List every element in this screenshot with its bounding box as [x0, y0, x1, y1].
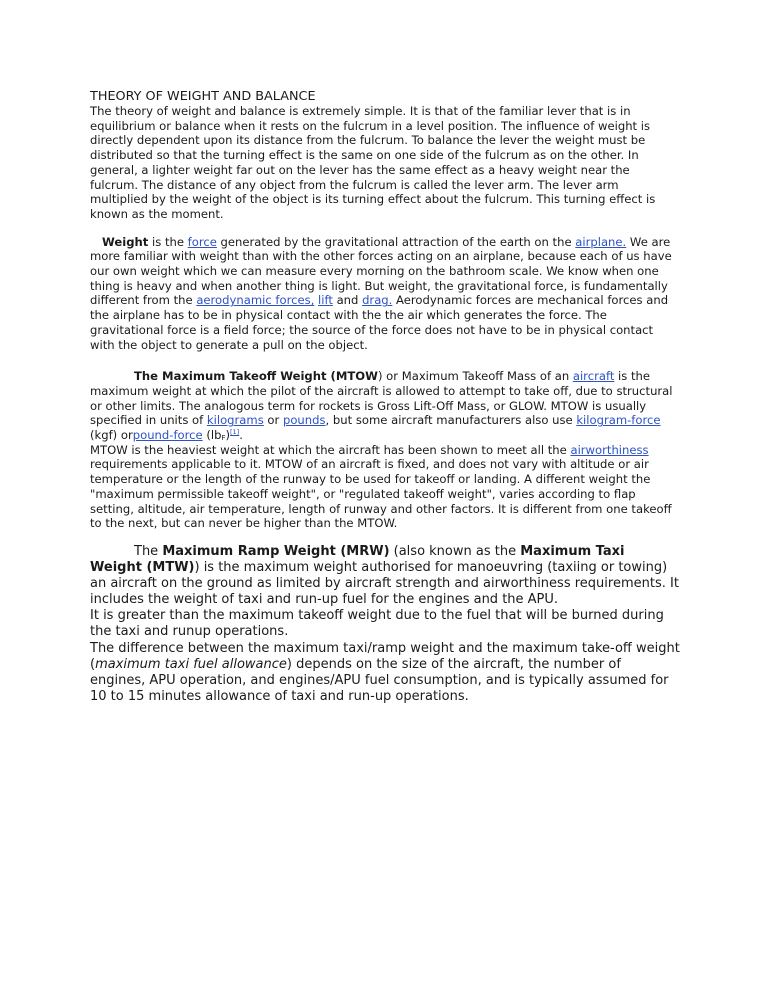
mtw-term: Maximum Taxi Weight (MTW): [90, 543, 625, 576]
mtow-term: The Maximum Takeoff Weight (MTOW: [134, 369, 378, 384]
link-drag[interactable]: drag.: [362, 293, 393, 308]
text-run: MTOW is the heaviest weight at which the aircraft has been shown to meet all the: [90, 442, 571, 457]
link-aircraft[interactable]: aircraft: [572, 369, 615, 384]
italic-term: maximum taxi fuel allowance: [95, 656, 287, 672]
intro-paragraph: The theory of weight and balance is extremely simple. It is that of the familiar lever that is in equilibrium or balance when it rests on the fulcrum in a level position. The influence of weight is directly dependent upon its distance from the fulcrum. To balance the lever the weight must be distributed so that the turning effect is the same on one side of the fulcrum as on the other. In general, a lighter weight far out on the lever has the same effect as a heavy weight near the fulcrum. The distance of any object from the fulcrum is called the lever arm. The lever arm multiplied by the weight of the object is its turning effect about the fulcrum. This turning effect is known as the moment.: [90, 104, 656, 221]
subscript-f: F: [221, 434, 226, 443]
weight-term: Weight: [102, 234, 149, 249]
link-aerodynamic-forces[interactable]: aerodynamic forces,: [196, 293, 315, 308]
text-run: generated by the gravitational attraction of the earth on the: [216, 234, 576, 249]
text-run: is the maximum weight at which the pilot of the aircraft is allowed to attempt to take off, due to structural or other limits. The analogous term for rockets is Gross Lift-Off Mass, or GLOW. MTOW is usually specified in units of: [90, 369, 673, 428]
text-run: ) depends on the size of the aircraft, the number of engines, APU operation, and engines/APU fuel consumption, and is typically assumed for 10 to 15 minutes allowance of taxi and run-up operations.: [90, 656, 669, 704]
link-force[interactable]: force: [187, 234, 217, 249]
text-run: and: [332, 293, 363, 308]
text-run: ) is the maximum weight authorised for manoeuvring (taxiing or towing) an aircraft on the ground as limited by aircraft strength and airworthiness requirements. It includes the weight of taxi and run-up fuel for the engines and the APU.: [90, 560, 679, 608]
text-run: ) or Maximum Takeoff Mass of an: [377, 369, 573, 384]
mrw-paragraph: [90, 544, 680, 705]
text-run: , but some aircraft manufacturers also use: [325, 413, 577, 428]
text-run: We are more familiar with weight than with the other forces acting on an airplane, because each of us have our own weight which we can measure every morning on the bathroom scale. We know when one thing is heavy and when another thing is light. But weight, the gravitational force, is fundamentally different from the: [90, 234, 672, 308]
link-kilograms[interactable]: kilograms: [206, 413, 264, 428]
document-page: [90, 89, 680, 705]
footnote-ref-link[interactable]: [1]: [230, 428, 240, 437]
mrw-term: Maximum Ramp Weight (MRW): [162, 543, 390, 559]
link-pound-force[interactable]: pound-force: [132, 428, 203, 443]
mrw-line3: [90, 641, 680, 705]
link-kilogram-force[interactable]: kilogram-force: [576, 413, 661, 428]
text-run: (kgf) or: [90, 428, 133, 443]
mrw-line2: It is greater than the maximum takeoff weight due to the fuel that will be burned during the taxi and runup operations.: [90, 608, 664, 640]
text-run: (also known as the: [389, 543, 521, 559]
text-run: ): [225, 428, 230, 443]
text-run: Aerodynamic forces are mechanical forces and the airplane has to be in physical contact with the the air which generates the force. The gravitational force is a field force; the source of the force does not have to be in physical contact with the object to generate a pull on the object.: [90, 293, 669, 352]
weight-paragraph: [90, 235, 680, 353]
text-run: requirements applicable to it. MTOW of an aircraft is fixed, and does not vary with altitude or air temperature or the length of the runway to be used for takeoff or landing. A different weight the "maximum permissible takeoff weight", or "regulated takeoff weight", varies according to flap setting, altitude, air temperature, length of runway and other factors. It is different from one takeoff to the next, but can never be higher than the MTOW.: [90, 457, 672, 531]
text-run: The difference between the maximum taxi/ramp weight and the maximum take-off weight (: [90, 640, 680, 672]
text-run: (lb: [202, 428, 222, 443]
text-run: The: [134, 543, 163, 559]
page-title: THEORY OF WEIGHT AND BALANCE: [90, 89, 316, 104]
link-airplane[interactable]: airplane.: [575, 234, 627, 249]
text-run: .: [239, 428, 243, 443]
link-airworthiness[interactable]: airworthiness: [570, 442, 649, 457]
link-lift[interactable]: lift: [318, 293, 333, 308]
text-run: is the: [148, 234, 188, 249]
text-run: or: [263, 413, 283, 428]
mtow-paragraph: [90, 369, 680, 531]
mtow-line2: [90, 443, 680, 531]
link-pounds[interactable]: pounds: [282, 413, 326, 428]
